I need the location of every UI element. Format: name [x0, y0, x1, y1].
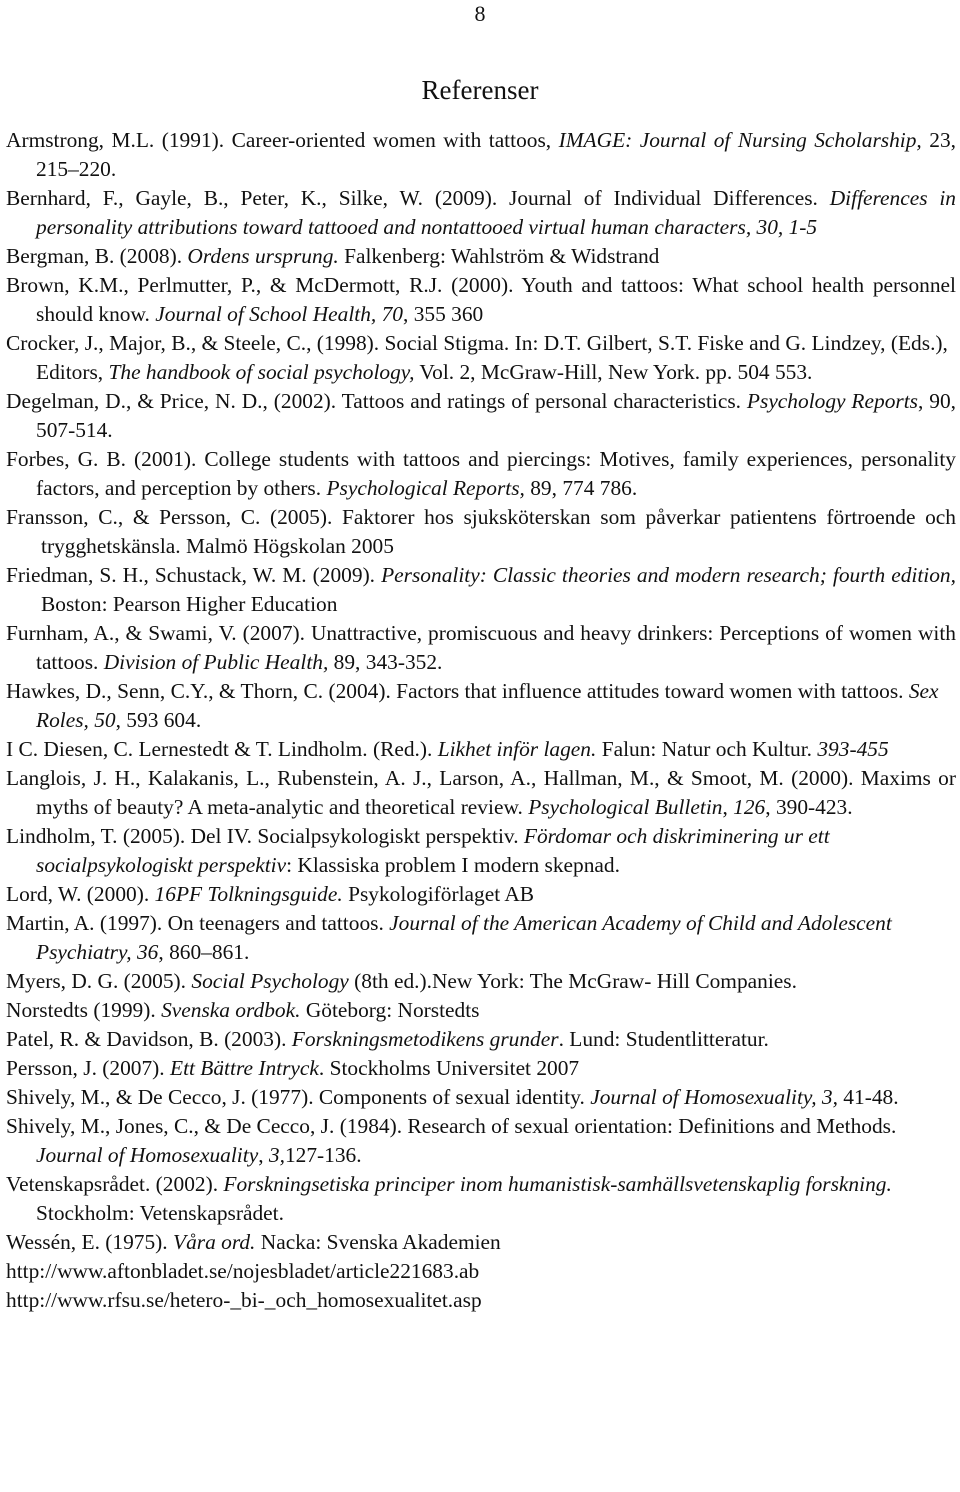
- reference-italic-text: Våra ord.: [173, 1230, 256, 1254]
- reference-text: Vetenskapsrådet. (2002).: [6, 1172, 224, 1196]
- reference-italic-text: Psychological Bulletin: [528, 795, 723, 819]
- reference-entry: [6, 909, 956, 967]
- reference-entry: [6, 1083, 956, 1112]
- reference-text: Armstrong, M.L. (1991). Career-oriented women with tattoos,: [6, 128, 559, 152]
- reference-text: Wessén, E. (1975).: [6, 1230, 173, 1254]
- reference-entry: [6, 764, 956, 822]
- reference-entry: [6, 1054, 956, 1083]
- reference-text: Brown, K.M., Perlmutter, P., & McDermott, R.J. (2000). Youth and tattoos: What school health personnel should know.: [6, 273, 956, 326]
- reference-italic-text: Forskningsetiska principer inom humanistisk-samhällsvetenskaplig forskning.: [223, 1172, 892, 1196]
- reference-entry: [6, 677, 956, 735]
- reference-text: 89, 774 786.: [524, 476, 638, 500]
- reference-text: ,: [722, 795, 734, 819]
- reference-text: Falun: Natur och Kultur.: [596, 737, 818, 761]
- reference-italic-text: Division of Public Health,: [103, 650, 329, 674]
- reference-italic-text: Journal of Homosexuality: [36, 1143, 259, 1167]
- reference-text: Vol. 2, McGraw-Hill, New York. pp. 504 553.: [414, 360, 813, 384]
- reference-text: 41-48.: [837, 1085, 899, 1109]
- reference-text: Martin, A. (1997). On teenagers and tattoos.: [6, 911, 390, 935]
- reference-text: Boston: Pearson Higher Education: [41, 592, 338, 616]
- reference-text: Degelman, D., & Price, N. D., (2002). Tattoos and ratings of personal characteristics.: [6, 389, 747, 413]
- reference-text: Lindholm, T. (2005). Del IV. Socialpsykologiskt perspektiv.: [6, 824, 524, 848]
- reference-entry: [6, 967, 956, 996]
- reference-text: Friedman, S. H., Schustack, W. M. (2009).: [6, 563, 382, 587]
- reference-italic-text: Social Psychology: [191, 969, 349, 993]
- reference-entry: [6, 445, 956, 503]
- reference-text: Myers, D. G. (2005).: [6, 969, 192, 993]
- reference-text: Bernhard, F., Gayle, B., Peter, K., Silke, W. (2009). Journal of Individual Differences.: [6, 186, 830, 210]
- reference-italic-text: Sex Roles, 50: [36, 679, 939, 732]
- reference-italic-text: Fördomar och diskriminering ur ett socialpsykologiskt perspektiv: [36, 824, 830, 877]
- page-title: Referenser: [421, 75, 539, 105]
- reference-entry: [6, 1112, 956, 1170]
- reference-text: Furnham, A., & Swami, V. (2007). Unattractive, promiscuous and heavy drinkers: Perceptions of women with tattoos.: [6, 621, 956, 674]
- reference-italic-text: Ordens ursprung.: [187, 244, 339, 268]
- reference-italic-text: 126: [733, 795, 766, 819]
- reference-text: 127-136.: [284, 1143, 362, 1167]
- reference-text: , 390-423.: [765, 795, 853, 819]
- reference-italic-text: Svenska ordbok.: [161, 998, 301, 1022]
- reference-text: 23, 215–220.: [36, 128, 956, 181]
- reference-text: Psykologiförlaget AB: [342, 882, 535, 906]
- reference-text: I C. Diesen, C. Lernestedt & T. Lindholm. (Red.).: [6, 737, 438, 761]
- reference-text: , 593 604.: [115, 708, 202, 732]
- reference-list: [6, 126, 956, 1315]
- reference-entry: [6, 242, 956, 271]
- reference-italic-text: IMAGE: Journal of Nursing Scholarship,: [558, 128, 922, 152]
- reference-text: Nacka: Svenska Akademien: [255, 1230, 501, 1254]
- reference-text: Lord, W. (2000).: [6, 882, 155, 906]
- reference-text: Bergman, B. (2008).: [6, 244, 188, 268]
- reference-text: Stockholm: Vetenskapsrådet.: [36, 1201, 284, 1225]
- reference-entry: [6, 387, 956, 445]
- reference-text: Hawkes, D., Senn, C.Y., & Thorn, C. (2004). Factors that influence attitudes toward women with tattoos.: [6, 679, 909, 703]
- reference-italic-text: The handbook of social psychology,: [108, 360, 415, 384]
- reference-italic-text: Differences in personality attributions toward tattooed and nontattooed virtual human characters, 30, 1-5: [36, 186, 956, 239]
- reference-entry: [6, 822, 956, 880]
- reference-italic-text: 16PF Tolkningsguide.: [154, 882, 343, 906]
- reference-italic-text: Journal of School Health, 70: [155, 302, 403, 326]
- reference-entry: [6, 329, 956, 387]
- reference-italic-text: Ett Bättre Intryck: [170, 1056, 319, 1080]
- reference-entry: [6, 1170, 956, 1228]
- reference-text: Shively, M., & De Cecco, J. (1977). Components of sexual identity.: [6, 1085, 591, 1109]
- page-number: 8: [474, 1, 486, 26]
- reference-italic-text: Journal of Homosexuality, 3,: [590, 1085, 838, 1109]
- reference-text: Crocker, J., Major, B., & Steele, C., (1998). Social Stigma. In: D.T. Gilbert, S.T. Fiske and G. Lindzey, (Eds.), Editors,: [6, 331, 948, 384]
- reference-text: Norstedts (1999).: [6, 998, 162, 1022]
- reference-entry: [6, 996, 956, 1025]
- reference-italic-text: Forskningsmetodikens grunder: [291, 1027, 559, 1051]
- reference-text: Patel, R. & Davidson, B. (2003).: [6, 1027, 292, 1051]
- reference-entry: [6, 271, 956, 329]
- reference-text: Falkenberg: Wahlström & Widstrand: [338, 244, 660, 268]
- reference-entry: [6, 126, 956, 184]
- reference-italic-text: Personality: Classic theories and modern research; fourth edition,: [381, 563, 956, 587]
- reference-text: http://www.rfsu.se/hetero-_bi-_och_homosexualitet.asp: [6, 1288, 482, 1312]
- reference-text: Forbes, G. B. (2001). College students with tattoos and piercings: Motives, family experiences, personality factors, and perception by others.: [6, 447, 956, 500]
- reference-entry: [6, 735, 956, 764]
- reference-text: . Stockholms Universitet 2007: [318, 1056, 580, 1080]
- reference-entry: [6, 561, 956, 619]
- reference-entry: [6, 1257, 956, 1286]
- reference-italic-text: 3,: [268, 1143, 285, 1167]
- reference-entry: [6, 503, 956, 561]
- reference-text: Fransson, C., & Persson, C. (2005). Faktorer hos sjuksköterskan som påverkar patientens förtroende och trygghetskänsla. Malmö Högskolan 2005: [6, 505, 956, 558]
- reference-text: Persson, J. (2007).: [6, 1056, 170, 1080]
- reference-text: 89, 343-352.: [328, 650, 443, 674]
- reference-text: ,: [258, 1143, 269, 1167]
- reference-italic-text: Journal of the American Academy of Child and Adolescent Psychiatry, 36: [36, 911, 892, 964]
- reference-entry: [6, 1286, 956, 1315]
- reference-text: Shively, M., Jones, C., & De Cecco, J. (1984). Research of sexual orientation: Definitions and Methods.: [6, 1114, 897, 1138]
- reference-entry: [6, 1025, 956, 1054]
- reference-text: Göteborg: Norstedts: [300, 998, 480, 1022]
- reference-entry: [6, 619, 956, 677]
- reference-italic-text: Psychology Reports: [746, 389, 918, 413]
- reference-italic-text: Likhet inför lagen.: [437, 737, 597, 761]
- reference-text: http://www.aftonbladet.se/nojesbladet/article221683.ab: [6, 1259, 480, 1283]
- reference-italic-text: 393-455: [817, 737, 889, 761]
- reference-text: , 860–861.: [158, 940, 250, 964]
- reference-entry: [6, 1228, 956, 1257]
- reference-text: Langlois, J. H., Kalakanis, L., Rubenstein, A. J., Larson, A., Hallman, M., & Smoot, M. (2000). Maxims or myths of beauty? A meta-analytic and theoretical review.: [6, 766, 956, 819]
- reference-text: (8th ed.).New York: The McGraw- Hill Companies.: [348, 969, 797, 993]
- reference-text: : Klassiska problem I modern skepnad.: [286, 853, 620, 877]
- reference-text: , 90, 507-514.: [36, 389, 956, 442]
- reference-entry: [6, 880, 956, 909]
- reference-italic-text: Psychological Reports,: [326, 476, 525, 500]
- reference-entry: [6, 184, 956, 242]
- reference-text: . Lund: Studentlitteratur.: [558, 1027, 769, 1051]
- reference-text: , 355 360: [403, 302, 484, 326]
